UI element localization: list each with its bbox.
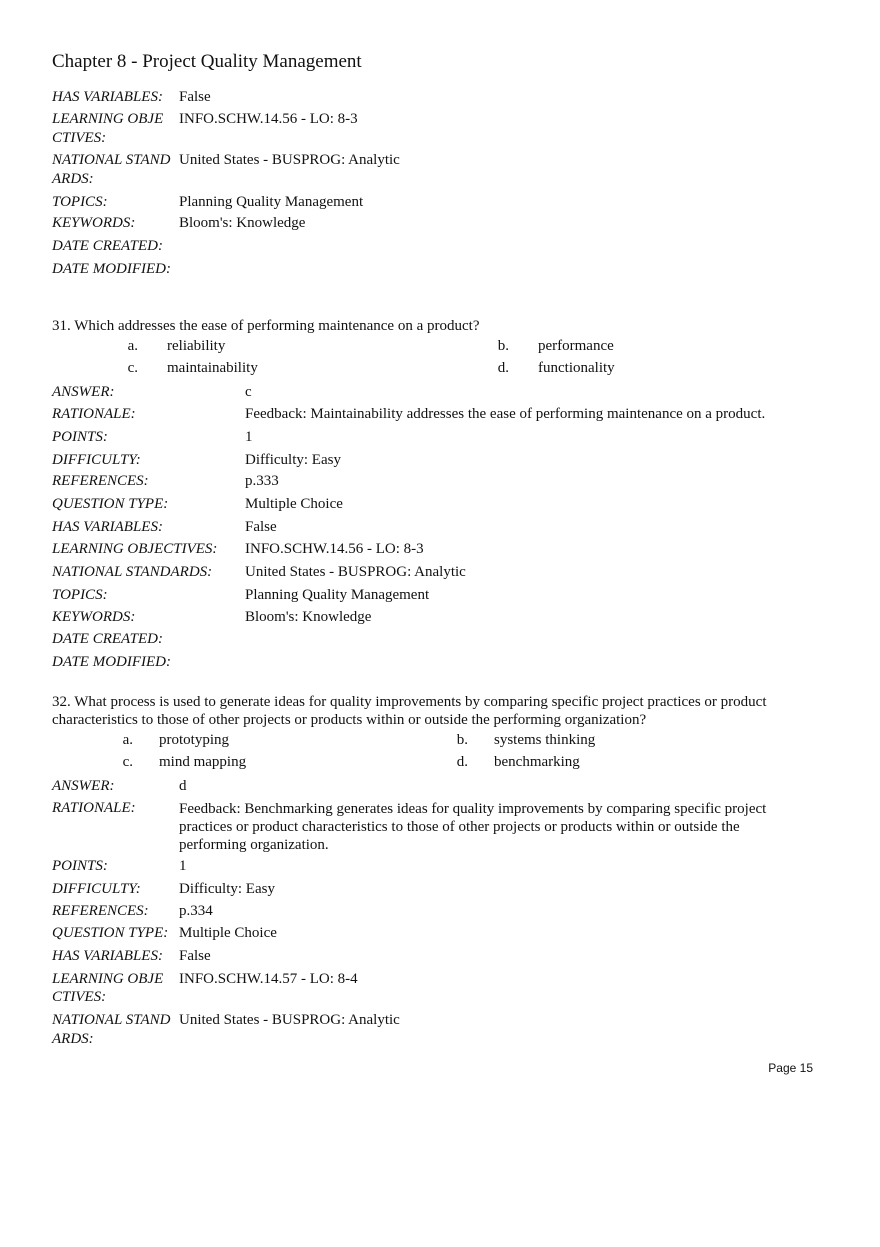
rationale-value: Feedback: Maintainability addresses the ease of performing maintenance on a product. bbox=[245, 406, 766, 422]
date-created-label: DATE CREATED: bbox=[52, 238, 163, 254]
national-standards-label: NATIONAL STAND bbox=[52, 152, 171, 168]
national-standards-label-cont: ARDS: bbox=[52, 171, 94, 187]
option-a-letter: a. bbox=[127, 338, 138, 354]
learning-objectives-label: LEARNING OBJE bbox=[52, 971, 164, 987]
has-variables-label: HAS VARIABLES: bbox=[52, 948, 163, 964]
answer-value: c bbox=[245, 384, 252, 400]
option-d-text: functionality bbox=[538, 360, 615, 376]
national-standards-value: United States - BUSPROG: Analytic bbox=[179, 1012, 400, 1028]
option-c-letter: c. bbox=[127, 360, 138, 376]
answer-label: ANSWER: bbox=[52, 778, 115, 794]
topics-label: TOPICS: bbox=[52, 194, 108, 210]
answer-value: d bbox=[179, 778, 187, 794]
points-label: POINTS: bbox=[52, 858, 108, 874]
national-standards-label-cont: ARDS: bbox=[52, 1031, 94, 1047]
option-c-letter: c. bbox=[122, 754, 133, 770]
learning-objectives-label-cont: CTIVES: bbox=[52, 130, 107, 146]
keywords-label: KEYWORDS: bbox=[52, 215, 136, 231]
option-a-text: reliability bbox=[167, 338, 226, 354]
difficulty-label: DIFFICULTY: bbox=[52, 881, 141, 897]
option-b-letter: b. bbox=[456, 732, 468, 748]
national-standards-label: NATIONAL STAND bbox=[52, 1012, 171, 1028]
option-d-text: benchmarking bbox=[494, 754, 580, 770]
date-modified-label: DATE MODIFIED: bbox=[52, 261, 171, 277]
difficulty-label: DIFFICULTY: bbox=[52, 452, 141, 468]
option-b-text: systems thinking bbox=[494, 732, 596, 748]
learning-objectives-label: LEARNING OBJE bbox=[52, 111, 164, 127]
question-type-value: Multiple Choice bbox=[179, 925, 277, 941]
learning-objectives-label-cont: CTIVES: bbox=[52, 989, 107, 1005]
question-type-value: Multiple Choice bbox=[245, 496, 343, 512]
national-standards-label: NATIONAL STANDARDS: bbox=[52, 564, 213, 580]
date-modified-label: DATE MODIFIED: bbox=[52, 654, 171, 670]
has-variables-value: False bbox=[245, 519, 277, 535]
learning-objectives-value: INFO.SCHW.14.56 - LO: 8-3 bbox=[179, 111, 358, 127]
page-number: Page 15 bbox=[768, 1061, 813, 1075]
question-32-text: 32. What process is used to generate ideas for quality improvements by comparing specific project practices or product characteristics to those of other projects or products within or outside the performing organization? bbox=[52, 694, 767, 728]
question-type-label: QUESTION TYPE: bbox=[52, 496, 169, 512]
learning-objectives-label: LEARNING OBJECTIVES: bbox=[52, 541, 218, 557]
option-d-letter: d. bbox=[497, 360, 509, 376]
points-value: 1 bbox=[179, 858, 187, 874]
references-value: p.333 bbox=[245, 473, 279, 489]
question-type-label: QUESTION TYPE: bbox=[52, 925, 169, 941]
learning-objectives-value: INFO.SCHW.14.56 - LO: 8-3 bbox=[245, 541, 424, 557]
points-label: POINTS: bbox=[52, 429, 108, 445]
topics-label: TOPICS: bbox=[52, 587, 108, 603]
learning-objectives-value: INFO.SCHW.14.57 - LO: 8-4 bbox=[179, 971, 358, 987]
rationale-label: RATIONALE: bbox=[52, 406, 136, 422]
option-a-text: prototyping bbox=[159, 732, 229, 748]
keywords-label: KEYWORDS: bbox=[52, 609, 136, 625]
keywords-value: Bloom's: Knowledge bbox=[245, 609, 372, 625]
date-created-label: DATE CREATED: bbox=[52, 631, 163, 647]
option-b-letter: b. bbox=[497, 338, 509, 354]
difficulty-value: Difficulty: Easy bbox=[245, 452, 341, 468]
page-title: Chapter 8 - Project Quality Management bbox=[52, 51, 362, 72]
topics-value: Planning Quality Management bbox=[245, 587, 430, 603]
has-variables-label: HAS VARIABLES: bbox=[52, 89, 163, 105]
points-value: 1 bbox=[245, 429, 253, 445]
national-standards-value: United States - BUSPROG: Analytic bbox=[245, 564, 466, 580]
answer-label: ANSWER: bbox=[52, 384, 115, 400]
national-standards-value: United States - BUSPROG: Analytic bbox=[179, 152, 400, 168]
option-a-letter: a. bbox=[122, 732, 133, 748]
references-label: REFERENCES: bbox=[52, 473, 149, 489]
question-31-text: 31. Which addresses the ease of performing maintenance on a product? bbox=[52, 318, 480, 334]
option-d-letter: d. bbox=[456, 754, 468, 770]
option-c-text: mind mapping bbox=[159, 754, 247, 770]
difficulty-value: Difficulty: Easy bbox=[179, 881, 275, 897]
references-value: p.334 bbox=[179, 903, 213, 919]
rationale-value: Feedback: Benchmarking generates ideas for quality improvements by comparing specific project practices or product characteristics to those of other projects or products within or outside the performing organization. bbox=[179, 801, 767, 853]
option-b-text: performance bbox=[538, 338, 614, 354]
has-variables-value: False bbox=[179, 89, 211, 105]
has-variables-label: HAS VARIABLES: bbox=[52, 519, 163, 535]
topics-value: Planning Quality Management bbox=[179, 194, 364, 210]
option-c-text: maintainability bbox=[167, 360, 258, 376]
rationale-label: RATIONALE: bbox=[52, 800, 136, 816]
references-label: REFERENCES: bbox=[52, 903, 149, 919]
keywords-value: Bloom's: Knowledge bbox=[179, 215, 306, 231]
has-variables-value: False bbox=[179, 948, 211, 964]
